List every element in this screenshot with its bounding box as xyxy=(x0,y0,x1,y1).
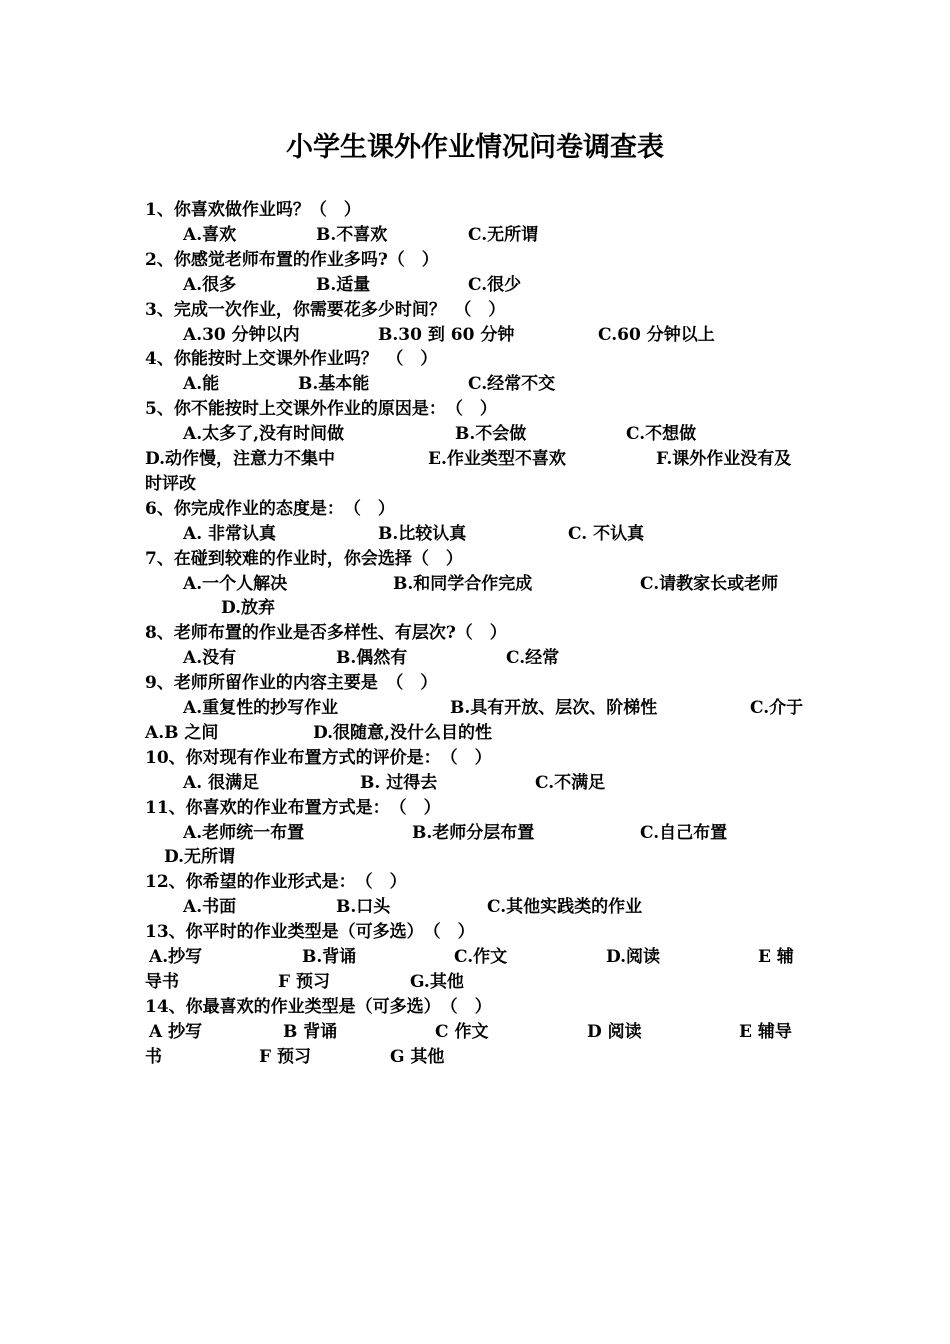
text-line xyxy=(0,721,950,746)
text-line xyxy=(0,422,950,447)
option-text: E 辅 xyxy=(758,947,794,967)
option-text: G 其他 xyxy=(390,1046,445,1067)
option-text: B.背诵 xyxy=(302,947,357,967)
option-text: B.不会做 xyxy=(455,424,527,445)
option-text: F 预习 xyxy=(278,971,330,992)
text-line xyxy=(0,472,950,497)
option-text: A.B 之间 xyxy=(145,722,219,743)
text-line xyxy=(0,596,950,621)
question-line xyxy=(0,547,950,572)
option-text: F.课外作业没有及 xyxy=(656,449,792,469)
text-line xyxy=(0,920,950,945)
option-text: C.60 分钟以上 xyxy=(598,324,715,345)
option-text: C 作文 xyxy=(435,1021,489,1042)
option-text: C.不想做 xyxy=(626,424,697,445)
option-text: A.喜欢 xyxy=(183,224,237,245)
line-text: 11、你喜欢的作业布置方式是： （ ） xyxy=(145,797,441,818)
line-text: D.放弃 xyxy=(221,598,276,619)
text-line xyxy=(0,895,950,920)
option-text: E.作业类型不喜欢 xyxy=(428,449,566,469)
text-line xyxy=(0,621,950,646)
line-text: 2、你感觉老师布置的作业多吗?（ ） xyxy=(145,249,439,270)
text-line xyxy=(0,273,950,298)
line-text: 10、你对现有作业布置方式的评价是： （ ） xyxy=(145,747,492,768)
option-text: G.其他 xyxy=(410,971,464,992)
text-line xyxy=(0,771,950,796)
option-text: B.口头 xyxy=(336,897,391,918)
line-text: 7、在碰到较难的作业时，你会选择（ ） xyxy=(145,548,463,569)
question-line xyxy=(0,298,950,323)
text-line xyxy=(0,372,950,397)
line-text: 1、你喜欢做作业吗？（ ） xyxy=(145,200,361,220)
option-text: C.经常 xyxy=(506,648,560,669)
text-line xyxy=(0,970,950,995)
option-text: B 背诵 xyxy=(283,1021,338,1042)
line-text: 12、你希望的作业形式是： （ ） xyxy=(145,872,407,893)
question-line xyxy=(0,746,950,771)
option-text: A. 非常认真 xyxy=(183,523,277,544)
option-text: D.阅读 xyxy=(606,947,661,967)
option-text: A.老师统一布置 xyxy=(183,822,305,843)
text-line xyxy=(0,447,950,472)
option-text: F 预习 xyxy=(259,1046,311,1067)
option-text: B.适量 xyxy=(316,274,371,295)
line-text: 4、你能按时上交课外作业吗？ （ ） xyxy=(145,349,438,370)
option-text: A.很多 xyxy=(183,274,237,295)
option-text: B.比较认真 xyxy=(378,523,467,544)
option-text: B.30 到 60 分钟 xyxy=(378,324,515,345)
question-line xyxy=(0,497,950,522)
line-text: 9、老师所留作业的内容主要是 （ ） xyxy=(145,673,438,694)
option-text: A.一个人解决 xyxy=(183,573,288,594)
text-line xyxy=(0,1020,950,1045)
option-text: C.自己布置 xyxy=(640,822,728,843)
option-text: C.其他实践类的作业 xyxy=(487,897,643,918)
line-text: D.无所谓 xyxy=(164,847,236,868)
line-text: 6、你完成作业的态度是： （ ） xyxy=(145,498,395,519)
option-text: A. 很满足 xyxy=(183,772,260,793)
page-title: 小学生课外作业情况问卷调查表 xyxy=(286,132,664,163)
text-line xyxy=(0,572,950,597)
option-text: C. 不认真 xyxy=(568,523,645,544)
line-text: 5、你不能按时上交课外作业的原因是： （ ） xyxy=(145,399,497,420)
option-text: B.不喜欢 xyxy=(316,224,388,245)
option-text: E 辅导 xyxy=(739,1021,792,1042)
option-text: B. 过得去 xyxy=(360,772,438,793)
option-text: A.太多了,没有时间做 xyxy=(183,424,345,445)
text-line xyxy=(0,845,950,870)
question-line xyxy=(0,397,950,422)
option-text: C.经常不交 xyxy=(468,374,556,395)
question-line xyxy=(0,248,950,273)
option-text: 书 xyxy=(145,1046,162,1067)
option-text: A.30 分钟以内 xyxy=(183,324,300,345)
text-line xyxy=(0,870,950,895)
option-text: A.抄写 xyxy=(149,947,203,967)
option-text: C.不满足 xyxy=(535,772,606,793)
text-line xyxy=(0,821,950,846)
option-text: B.偶然有 xyxy=(336,648,408,669)
question-line xyxy=(0,198,950,223)
line-text: 时评改 xyxy=(145,473,196,494)
option-text: C.作文 xyxy=(454,947,508,967)
text-line xyxy=(0,646,950,671)
question-line xyxy=(0,995,950,1020)
option-text: A.能 xyxy=(183,374,220,395)
option-text: C.很少 xyxy=(468,274,522,295)
option-text: A.没有 xyxy=(183,648,237,669)
text-line xyxy=(0,323,950,348)
text-line xyxy=(0,223,950,248)
option-text: A.书面 xyxy=(183,897,237,918)
option-text: C.介于 xyxy=(750,698,804,718)
line-text: 13、你平时的作业类型是（可多选） （ ） xyxy=(145,922,475,943)
text-line xyxy=(0,945,950,970)
text-line xyxy=(0,522,950,547)
option-text: 导书 xyxy=(145,971,179,992)
option-text: A 抄写 xyxy=(149,1021,203,1042)
text-line xyxy=(0,1045,950,1070)
option-text: B.老师分层布置 xyxy=(412,822,535,843)
option-text: D 阅读 xyxy=(587,1021,642,1042)
option-text: B.和同学合作完成 xyxy=(393,573,533,594)
line-text: 8、老师布置的作业是否多样性、有层次?（ ） xyxy=(145,623,507,644)
option-text: D.动作慢，注意力不集中 xyxy=(145,449,336,469)
option-text: C.无所谓 xyxy=(468,224,539,245)
option-text: B.基本能 xyxy=(298,374,370,395)
option-text: C.请教家长或老师 xyxy=(640,573,779,594)
text-line xyxy=(0,696,950,721)
option-text: D.很随意,没什么目的性 xyxy=(313,722,492,743)
line-text: 3、完成一次作业，你需要花多少时间？ （ ） xyxy=(145,299,506,320)
question-line xyxy=(0,796,950,821)
line-text: 14、你最喜欢的作业类型是（可多选） （ ） xyxy=(145,996,492,1017)
option-text: A.重复性的抄写作业 xyxy=(183,698,339,718)
question-line xyxy=(0,347,950,372)
option-text: B.具有开放、层次、阶梯性 xyxy=(450,698,658,718)
text-line xyxy=(0,671,950,696)
